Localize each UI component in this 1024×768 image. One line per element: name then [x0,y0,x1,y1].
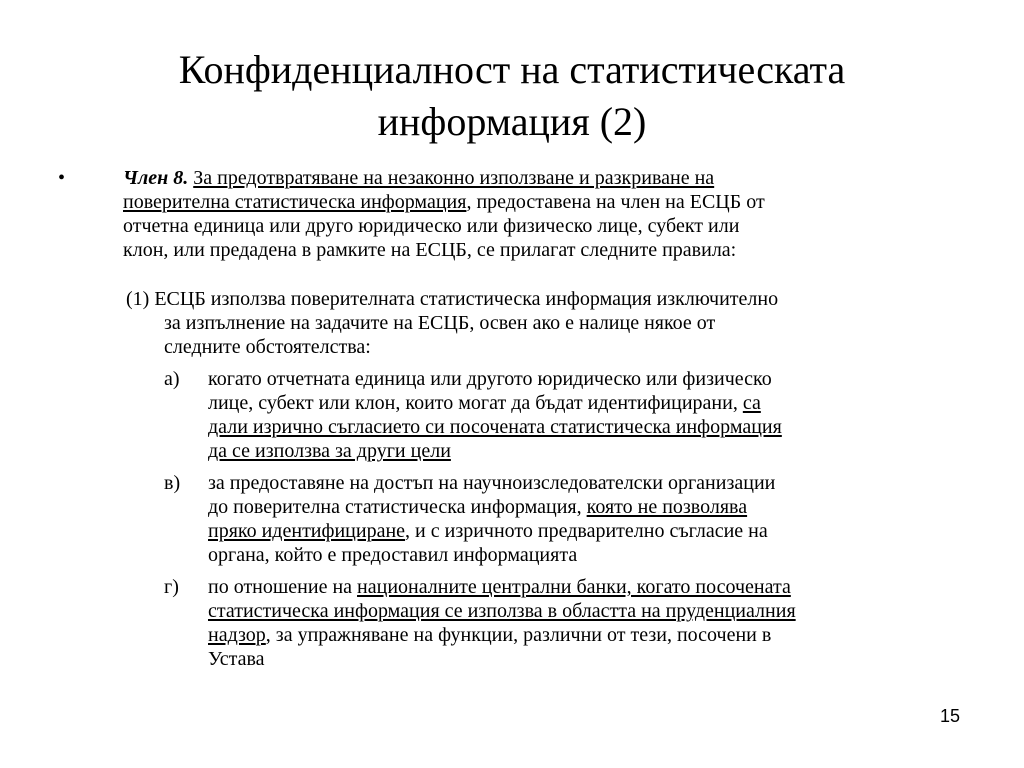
item-a-line-2-plain: лице, субект или клон, които могат да бъдат идентифицирани, [208,392,743,414]
intro-line-4: клон, или предадена в рамките на ЕСЦБ, се прилагат следните правила: [123,239,737,261]
paragraph-1 [126,287,986,359]
page-number: 15 [940,706,961,726]
list-marker-v: в) [164,472,181,494]
intro-underlined-1: За предотвратяване на незаконно използване и разкриване на [193,167,715,189]
item-g-line-1-underlined: националните централни банки, когато посочената [357,576,791,598]
slide-title-line-1: Конфиденциалност на статистическата [178,47,846,92]
intro-line-2 [123,190,983,214]
list-item-g-body [208,575,988,671]
list-marker-g: г) [164,576,179,598]
item-g-line-3-underlined: надзор [208,624,266,646]
slide-title [0,44,1024,148]
item-a-line-4 [208,439,988,463]
item-a-line-2 [208,391,988,415]
paragraph-1-line-1: (1) ЕСЦБ използва поверителната статистическа информация изключително [126,288,779,310]
item-g-line-1-plain: по отношение на [208,576,358,598]
item-v-line-2 [208,495,988,519]
item-v-line-4: органа, който е предоставил информацията [208,544,578,566]
item-v-line-1: за предоставяне на достъп на научноизследователски организации [208,472,776,494]
paragraph-1-line-3: следните обстоятелства: [164,336,371,358]
item-g-line-1 [208,575,988,599]
item-a-line-4-underlined: да се използва за други цели [208,440,451,462]
item-a-line-3 [208,415,988,439]
slide-title-line-2: информация (2) [377,99,647,144]
item-g-line-3 [208,623,988,647]
item-v-line-3-underlined: пряко идентифициране [208,520,406,542]
paragraph-1-line-2: за изпълнение на задачите на ЕСЦБ, освен ако е налице някое от [164,312,716,334]
item-v-line-2-plain: до поверителна статистическа информация, [208,496,587,518]
article-intro [123,166,983,262]
intro-line-2-rest: , предоставена на член на ЕСЦБ от [466,191,765,213]
item-g-line-2-underlined: статистическа информация се използва в областта на пруденциалния [208,600,796,622]
item-a-line-3-underlined: дали изрично съгласието си посочената статистическа информация [208,416,782,438]
item-g-line-3-rest: , за упражняване на функции, различни от тези, посочени в [265,624,772,646]
item-v-line-3-rest: , и с изричното предварително съгласие на [405,520,768,542]
item-v-line-3 [208,519,988,543]
item-g-line-4: Устава [208,648,265,670]
list-item-v-body [208,471,988,567]
item-v-line-2-underlined: която не позволява [586,496,748,518]
list-item-a-body [208,367,988,463]
list-marker-a: а) [164,368,180,390]
intro-line-3: отчетна единица или друго юридическо или физическо лице, субект или [123,215,740,237]
intro-line-1 [123,166,983,190]
item-g-line-2 [208,599,988,623]
article-label: Член 8. [123,167,189,189]
item-a-line-2-underlined: са [742,392,761,414]
intro-underlined-2: поверителна статистическа информация [123,191,467,213]
item-a-line-1: когато отчетната единица или другото юридическо или физическо [208,368,772,390]
bullet-point: • [58,167,66,189]
